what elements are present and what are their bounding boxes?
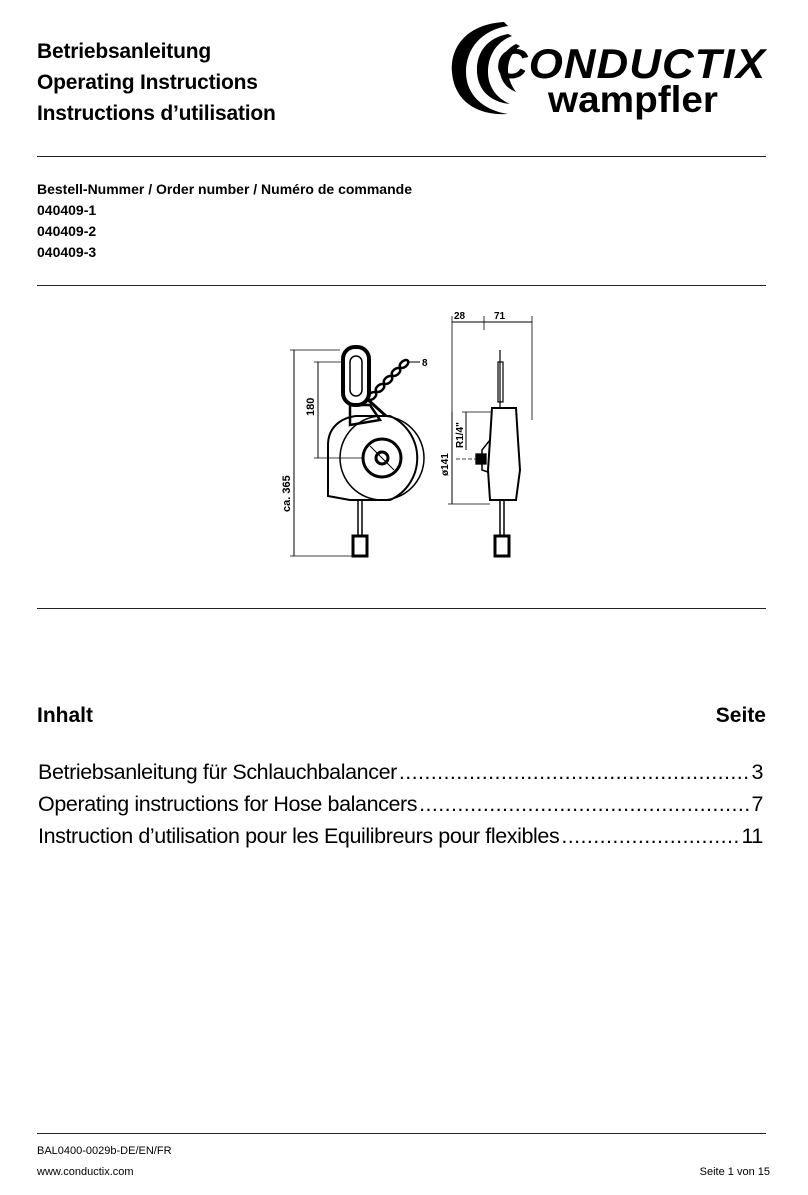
dim-total-height-label: ca. 365 — [281, 475, 293, 512]
order-number-3: 040409-3 — [37, 244, 97, 260]
logo-sub-text: wampfler — [546, 79, 718, 120]
logo-brand-text: CONDUCTIX — [496, 40, 769, 87]
toc-entry-label: Operating instructions for Hose balancers — [38, 792, 418, 816]
toc-leader-dots — [561, 824, 739, 849]
document-title — [37, 36, 276, 129]
toc-entry-label: Betriebsanleitung für Schlauchbalancer — [38, 760, 397, 784]
footer-page-info: Seite 1 von 15 — [699, 1166, 770, 1178]
dim-chain-label: 8 — [422, 358, 428, 369]
toc-entry-label: Instruction d’utilisation pour les Equilibreurs pour flexibles — [38, 824, 560, 848]
dim-upper-height-label: 180 — [305, 397, 317, 416]
hose-balancer-drawing — [270, 300, 550, 570]
toc-entry-page: 11 — [741, 824, 763, 848]
order-divider — [37, 285, 766, 286]
title-english: Operating Instructions — [37, 71, 258, 94]
footer-website-link[interactable]: www.conductix.com — [37, 1166, 134, 1178]
toc-leader-dots — [399, 760, 750, 785]
dim-depth-a-label: 28 — [454, 311, 466, 322]
order-number-label: Bestell-Nummer / Order number / Numéro de commande — [37, 181, 412, 197]
conductix-wampfler-logo — [446, 14, 770, 124]
toc-entry-english[interactable] — [38, 792, 763, 822]
footer-divider — [37, 1133, 766, 1134]
toc-page-heading: Seite — [715, 704, 766, 727]
balancer-drawing-icon — [270, 300, 550, 570]
toc-entry-page: 7 — [751, 792, 763, 816]
toc-entry-german[interactable] — [38, 760, 763, 790]
order-number-block — [37, 179, 412, 263]
toc-leader-dots — [419, 792, 749, 817]
order-number-1: 040409-1 — [37, 202, 97, 218]
title-german: Betriebsanleitung — [37, 40, 211, 63]
dim-thread-label: R1/4" — [455, 422, 466, 448]
logo-swoosh-icon — [446, 14, 770, 124]
order-number-2: 040409-2 — [37, 223, 97, 239]
footer-doc-id: BAL0400-0029b-DE/EN/FR — [37, 1145, 172, 1157]
toc-entry-page: 3 — [751, 760, 763, 784]
toc-entry-french[interactable] — [38, 824, 763, 854]
header-divider — [37, 156, 766, 157]
title-french: Instructions d’utilisation — [37, 102, 276, 125]
dim-diameter-label: ø141 — [440, 453, 451, 476]
dim-depth-b-label: 71 — [494, 311, 506, 322]
drawing-divider — [37, 608, 766, 609]
toc-heading: Inhalt — [37, 704, 93, 727]
